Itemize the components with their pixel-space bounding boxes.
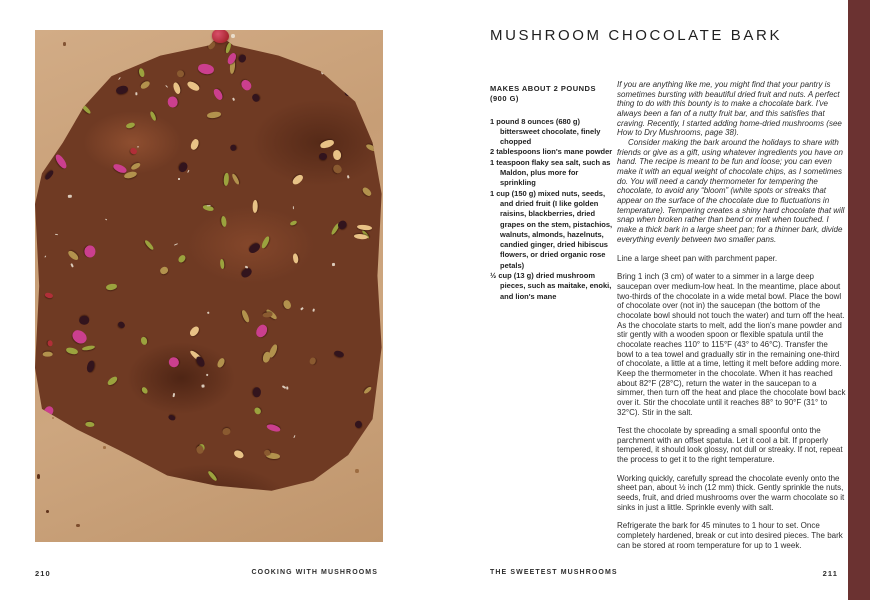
yield-note [490, 84, 614, 105]
ingredient-item: ½ cup (13 g) dried mushroom pieces, such as maitake, enoki, and lion's mane [490, 271, 612, 301]
intro-paragraph: Consider making the bark around the holidays to share with friends or give as a gift, using whatever ingredients you have on hand. The recipe is meant to be fun and loose; you can even make it with an equal weight of chocolate chips, as I sometimes do. You will need a candy thermometer for tempering the chocolate, to avoid any “bloom” (white spots or streaks that appear on the surface of the chocolate due to fluctuations in temperature). Tempering creates a shiny hard chocolate that will snap when broken rather than bend or melt when touched. I make a thick bark in a large sheet pan; for a thinner bark, divide everything evenly between two smaller pans. [617, 137, 845, 244]
left-running-head: COOKING WITH MUSHROOMS [251, 569, 378, 576]
instruction-paragraph: Line a large sheet pan with parchment paper. [617, 253, 778, 263]
yield-line-2: (900 G) [490, 94, 519, 104]
right-page-number: 211 [822, 569, 838, 578]
yield-line-1: MAKES ABOUT 2 POUNDS [490, 84, 596, 93]
ingredient-item: 1 teaspoon flaky sea salt, such as Maldon, plus more for sprinkling [490, 157, 611, 188]
instruction-paragraph: Test the chocolate by spreading a small spoonful onto the parchment with an offset spatula. Let it cool a bit. If properly tempered, it should look glossy, not dull or streaky. If not, repeat the process to get it to the right temperature. [617, 426, 843, 465]
ingredient-item: 1 pound 8 ounces (680 g) bittersweet chocolate, finely chopped [490, 116, 601, 147]
ingredient-item: 2 tablespoons lion's mane powder [490, 147, 613, 157]
ingredients-column [490, 84, 614, 302]
method-column [617, 80, 846, 550]
bark-photo [35, 30, 383, 542]
instruction-paragraph: Refrigerate the bark for 45 minutes to 1 hour to set. Once completely hardened, break or cut into desired pieces. The bark can be stored at room temperature for up to 1 week. [617, 521, 843, 550]
recipe-title: MUSHROOM CHOCOLATE BARK [490, 27, 783, 44]
intro-paragraph: If you are anything like me, you might find that your pantry is sometimes bursting with beautiful dried fruit and nuts. A perfect thing to do with this bounty is to make a chocolate bark. I've always been a fan of a nutty fruit bar, and this satisfies that craving. Recently, I started adding home-dried mushrooms (see How to Dry Mushrooms, page 38). [617, 80, 842, 138]
page-edge-accent-bar [848, 0, 870, 600]
instruction-paragraph: Bring 1 inch (3 cm) of water to a simmer in a large deep saucepan over medium-low heat. In the meantime, place about two-thirds of the chocolate in a wide metal bowl. Place the bowl of chocolate over (not in) the saucepan (the bottom of the chocolate bowl should not touch the water) and turn off the heat. As the chocolate starts to melt, add the lion's mane powder and stir gently with a wooden spoon or flexible spatula until the chocolate reaches 110° to 115°F (43° to 46°C). Transfer the bowl to a tea towel and gradually stir in the remaining one-third of chocolate, a little at a time, letting it melt before adding more. Keep the thermometer in the chocolate. When it has reached about 82°F (28°C), return the water in the saucepan to a simmer, then turn off the heat and place the chocolate bowl back over it. Stir the chocolate until it reaches 88° to 90°F (31° to 32°C). Stir in the salt. [617, 272, 846, 417]
right-running-head: THE SWEETEST MUSHROOMS [490, 569, 618, 576]
ingredient-item: 1 cup (150 g) mixed nuts, seeds, and dried fruit (I like golden raisins, blackberries, dried grapes on the stem, pistachios, walnuts, almonds, hazelnuts, candied ginger, dried hibiscus flowers, or dried organic rose petals) [490, 188, 613, 270]
left-page-number: 210 [35, 569, 51, 578]
instruction-paragraph: Working quickly, carefully spread the chocolate evenly onto the sheet pan, about ½ inch (12 mm) thick. Gently sprinkle the nuts, seeds, fruit, and dried mushrooms over the warm chocolate so it sinks in just a little. Sprinkle evenly with salt. [617, 473, 845, 512]
